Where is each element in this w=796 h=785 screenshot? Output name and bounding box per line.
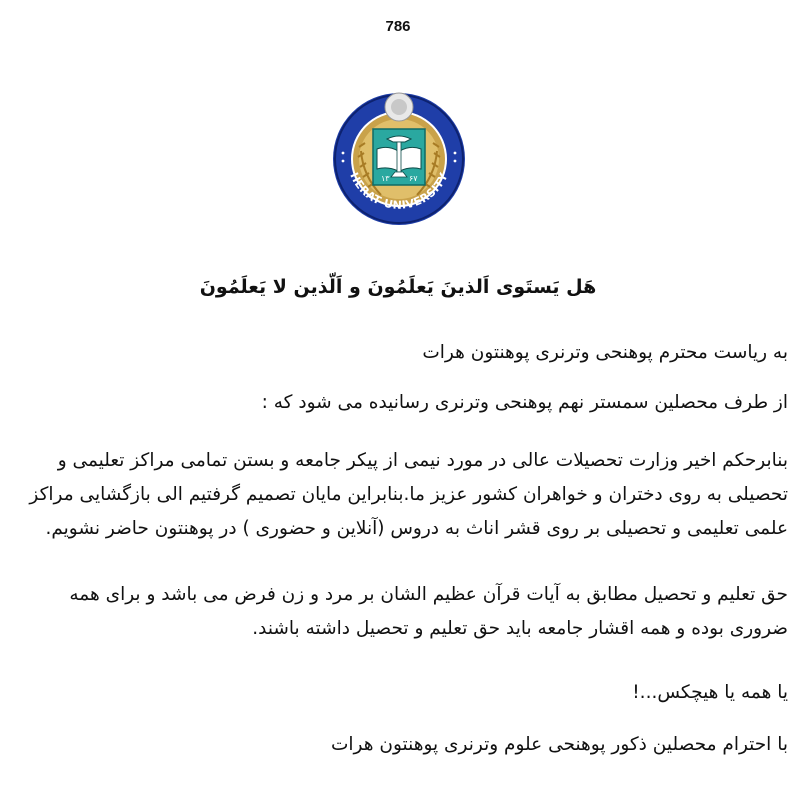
paragraph-line: تحصیلی به روی دختران و خواهران کشور عزیز ما.بنابراین مایان تصمیم گرفتیم الی بازگشایی مراکز bbox=[29, 484, 788, 505]
svg-text:۶۷: ۶۷ bbox=[409, 174, 418, 183]
paragraph-line: حق تعلیم و تحصیل مطابق به آیات قرآن عظیم الشان بر مرد و زن فرض می باشد و برای همه bbox=[69, 584, 788, 605]
signature: با احترام محصلین ذکور پوهنحی علوم وترنری پوهنتون هرات bbox=[330, 734, 788, 755]
addressee: به ریاست محترم پوهنحی وترنری پوهنتون هرات bbox=[422, 342, 788, 363]
herat-university-logo bbox=[331, 91, 467, 227]
slogan: یا همه یا هیچکس...! bbox=[632, 682, 788, 703]
page-number: 786 bbox=[385, 18, 411, 35]
svg-text:۱۳: ۱۳ bbox=[381, 174, 390, 183]
paragraph-line: بنابرحکم اخیر وزارت تحصیلات عالی در مورد نیمی از پیکر جامعه و بستن تمامی مراکز تعلیمی و bbox=[57, 450, 788, 471]
paragraph-line: علمی تعلیمی و تحصیلی بر روی قشر اناث به دروس (آنلاین و حضوری ) در پوهنتون حاضر نشویم. bbox=[45, 518, 788, 539]
motto: هَل یَستَوی اَلذینَ یَعلَمُونَ و اَلّذین لا یَعلَمُونَ bbox=[199, 276, 597, 298]
paragraph-line: ضروری بوده و همه اقشار جامعه باید حق تعلیم و تحصیل داشته باشند. bbox=[252, 618, 788, 639]
university-seal-icon bbox=[331, 91, 467, 227]
paragraph-decree bbox=[2, 444, 788, 546]
svg-text:HERAT UNIVERSITY: HERAT UNIVERSITY bbox=[347, 170, 451, 212]
paragraph-rights bbox=[2, 578, 788, 646]
intro-line: از طرف محصلین سمستر نهم پوهنحی وترنری رسانیده می شود که : bbox=[261, 392, 788, 413]
